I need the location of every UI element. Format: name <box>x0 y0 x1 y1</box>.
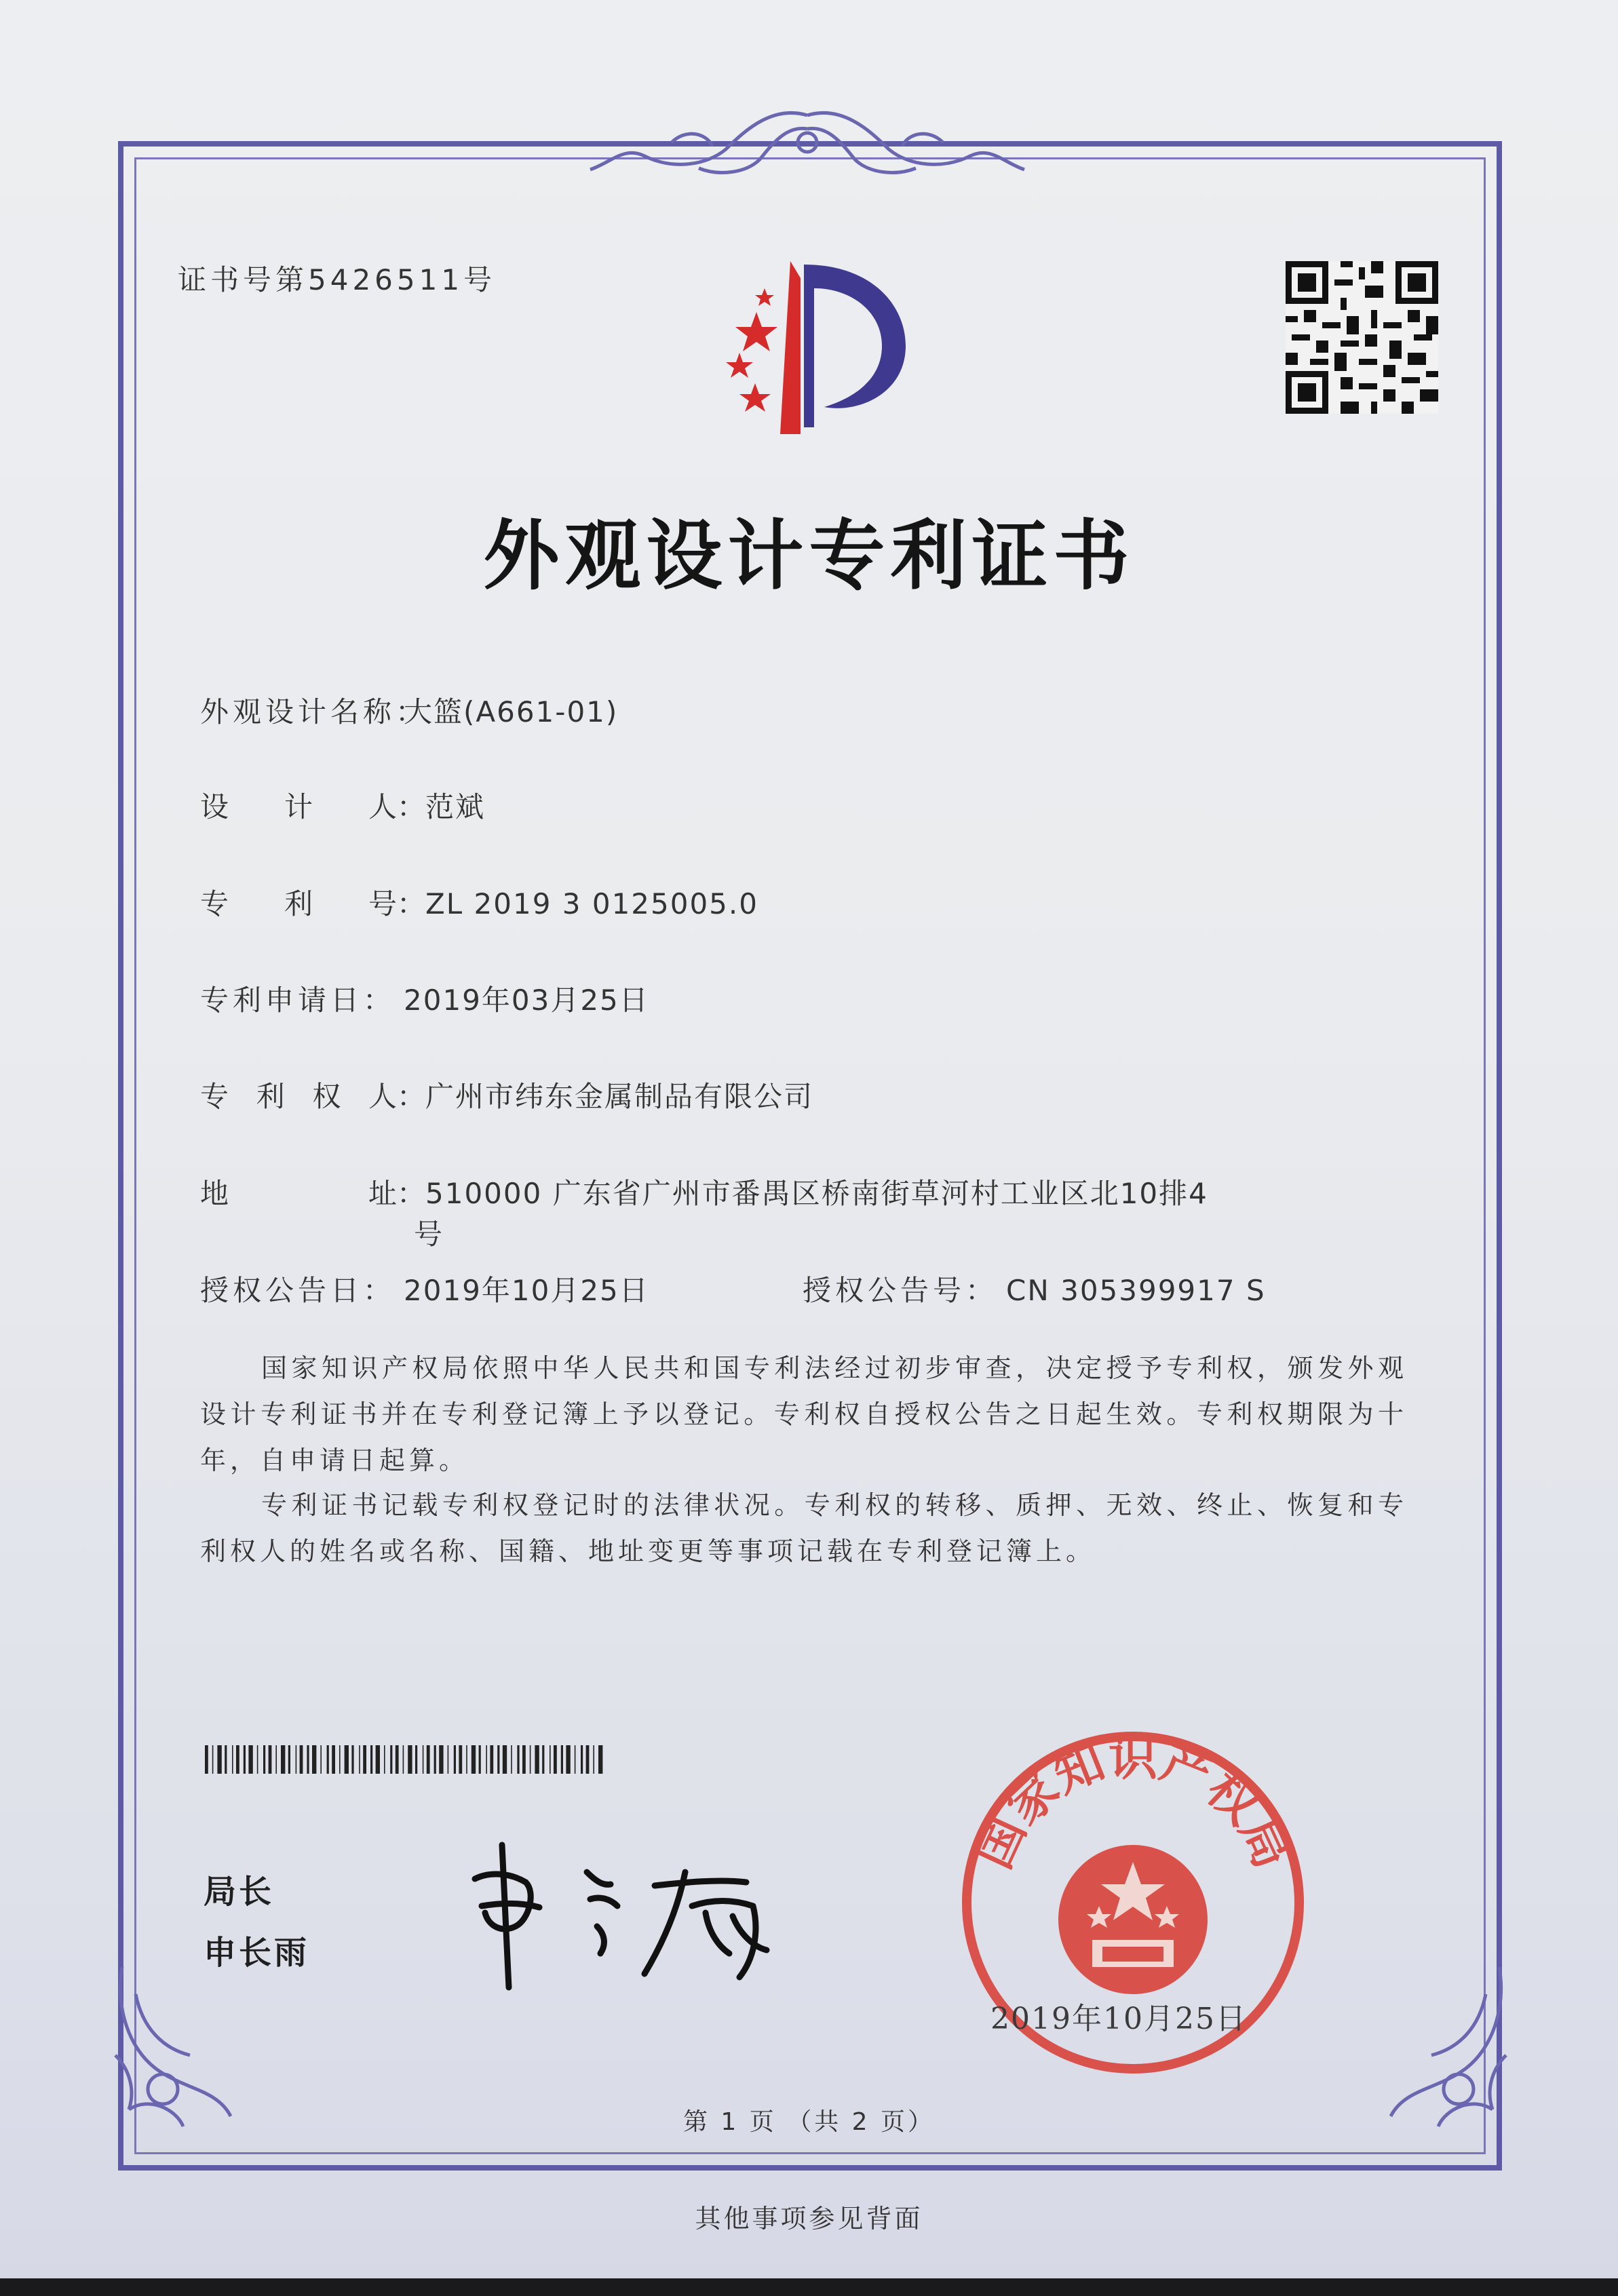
barcode-bar <box>307 1745 309 1774</box>
barcode-bar <box>244 1745 246 1774</box>
barcode-bar <box>471 1745 476 1774</box>
barcode-bar <box>205 1745 208 1774</box>
field-design-name-label: 外观设计名称： <box>200 695 429 728</box>
barcode-bar <box>586 1745 590 1774</box>
field-application-date-label: 专利申请日： <box>200 984 396 1017</box>
director-signature <box>461 1831 814 1994</box>
barcode-bar <box>598 1745 602 1774</box>
field-patentee-label: 专 利 权 人 <box>200 1080 397 1113</box>
barcode-bar <box>530 1745 531 1774</box>
barcode-bar <box>376 1745 380 1774</box>
barcode-bar <box>225 1745 227 1774</box>
barcode-bar <box>554 1745 557 1774</box>
back-side-note: 其他事项参见背面 <box>695 2204 923 2234</box>
barcode-bar <box>427 1745 430 1774</box>
barcode-bar <box>503 1745 507 1774</box>
barcode <box>205 1745 609 1774</box>
barcode-bar <box>384 1745 385 1774</box>
barcode-bar <box>575 1745 576 1774</box>
barcode-bar <box>517 1745 519 1774</box>
barcode-bar <box>550 1745 551 1774</box>
barcode-bar <box>217 1745 221 1774</box>
barcode-bar <box>257 1745 258 1774</box>
barcode-bar <box>236 1745 239 1774</box>
seal-date: 2019年10月25日 <box>990 2002 1247 2036</box>
field-application-date <box>200 980 649 1021</box>
barcode-bar <box>522 1745 526 1774</box>
field-grant-announce-date <box>200 1270 649 1311</box>
field-address-value-line1: 510000 广东省广州市番禺区桥南街草河村工业区北10排4 <box>425 1177 1208 1210</box>
barcode-bar <box>454 1745 456 1774</box>
field-grant-announce-number-value: CN 305399917 S <box>1006 1274 1266 1307</box>
barcode-bar <box>415 1745 417 1774</box>
barcode-bar <box>327 1745 329 1774</box>
field-grant-announce-number-label: 授权公告号： <box>803 1274 999 1307</box>
director-title: 局长 <box>204 1873 275 1911</box>
barcode-bar <box>390 1745 392 1774</box>
barcode-bar <box>581 1745 583 1774</box>
qr-code <box>1286 261 1438 414</box>
field-address-value-line2: 号 <box>414 1218 444 1251</box>
field-patent-number-label: 专 利 号 <box>200 887 397 920</box>
page-number: 第 1 页 （共 2 页） <box>682 2108 936 2136</box>
barcode-bar <box>466 1745 467 1774</box>
field-designer-value: 范斌 <box>425 790 486 823</box>
barcode-bar <box>403 1745 404 1774</box>
barcode-bar <box>486 1745 487 1774</box>
seal-text: 国家知识产权局 <box>964 1729 1302 1877</box>
patent-office-emblem <box>689 251 936 441</box>
field-patent-number: 专 利 号 ：ZL 2019 3 0125005.0 <box>200 884 758 925</box>
barcode-bar <box>363 1745 366 1774</box>
barcode-bar <box>263 1745 265 1774</box>
barcode-bar <box>300 1745 303 1774</box>
barcode-bar <box>535 1745 539 1774</box>
field-patentee-value: 广州市纬东金属制品有限公司 <box>425 1080 814 1113</box>
barcode-bar <box>288 1745 290 1774</box>
field-designer-label: 设 计 人 <box>200 790 397 823</box>
barcode-bar <box>566 1745 570 1774</box>
barcode-bar <box>281 1745 285 1774</box>
barcode-bar <box>320 1745 322 1774</box>
field-design-name <box>200 692 618 733</box>
barcode-bar <box>275 1745 277 1774</box>
barcode-bar <box>490 1745 493 1774</box>
certificate-number: 证书号第5426511号 <box>178 263 497 296</box>
barcode-bar <box>448 1745 449 1774</box>
barcode-bar <box>248 1745 252 1774</box>
barcode-bar <box>312 1745 316 1774</box>
barcode-bar <box>434 1745 436 1774</box>
top-ornament <box>570 102 1045 183</box>
page-bottom-band <box>0 2278 1618 2296</box>
barcode-bar <box>351 1745 353 1774</box>
field-address-label: 地 址 <box>200 1177 397 1210</box>
barcode-bar <box>296 1745 297 1774</box>
field-grant-announce-date-label: 授权公告日： <box>200 1274 396 1307</box>
field-patent-number-value: ZL 2019 3 0125005.0 <box>425 887 758 920</box>
barcode-bar <box>232 1745 233 1774</box>
director-name: 申长雨 <box>204 1934 310 1972</box>
barcode-bar <box>561 1745 563 1774</box>
barcode-bar <box>396 1745 399 1774</box>
field-patentee: 专 利 权 人 ：广州市纬东金属制品有限公司 <box>200 1076 813 1117</box>
barcode-bar <box>439 1745 443 1774</box>
barcode-bar <box>423 1745 424 1774</box>
field-address: 地 址 ：510000 广东省广州市番禺区桥南街草河村工业区北10排4 <box>200 1173 1208 1214</box>
field-application-date-value: 2019年03月25日 <box>404 984 649 1017</box>
barcode-bar <box>408 1745 412 1774</box>
barcode-bar <box>269 1745 272 1774</box>
certificate-title: 外观设计专利证书 <box>483 512 1135 600</box>
barcode-bar <box>332 1745 335 1774</box>
field-grant-announce-date-value: 2019年10月25日 <box>404 1274 649 1307</box>
barcode-bar <box>370 1745 372 1774</box>
field-designer: 设 计 人 ：范斌 <box>200 787 485 828</box>
barcode-bar <box>345 1745 349 1774</box>
barcode-bar <box>593 1745 594 1774</box>
paragraph-legal-status: 专利证书记载专利权登记时的法律状况。专利权的转移、质押、无效、终止、恢复和专利权人的姓名或名称、国籍、地址变更等事项记载在专利登记簿上。 <box>200 1490 1408 1566</box>
barcode-bar <box>511 1745 512 1774</box>
field-address-continuation <box>414 1214 444 1255</box>
barcode-bar <box>459 1745 462 1774</box>
barcode-bar <box>212 1745 214 1774</box>
paragraph-grant-statement: 国家知识产权局依照中华人民共和国专利法经过初步审查，决定授予专利权，颁发外观设计专利证书并在专利登记簿上予以登记。专利权自授权公告之日起生效。专利权期限为十年，自申请日起算。 <box>200 1353 1408 1475</box>
barcode-bar <box>542 1745 544 1774</box>
barcode-bar <box>339 1745 341 1774</box>
barcode-bar <box>359 1745 360 1774</box>
field-design-name-value: 大篮(A661-01) <box>404 695 619 728</box>
field-grant-announce-number <box>803 1270 1266 1311</box>
barcode-bar <box>497 1745 499 1774</box>
barcode-bar <box>479 1745 481 1774</box>
